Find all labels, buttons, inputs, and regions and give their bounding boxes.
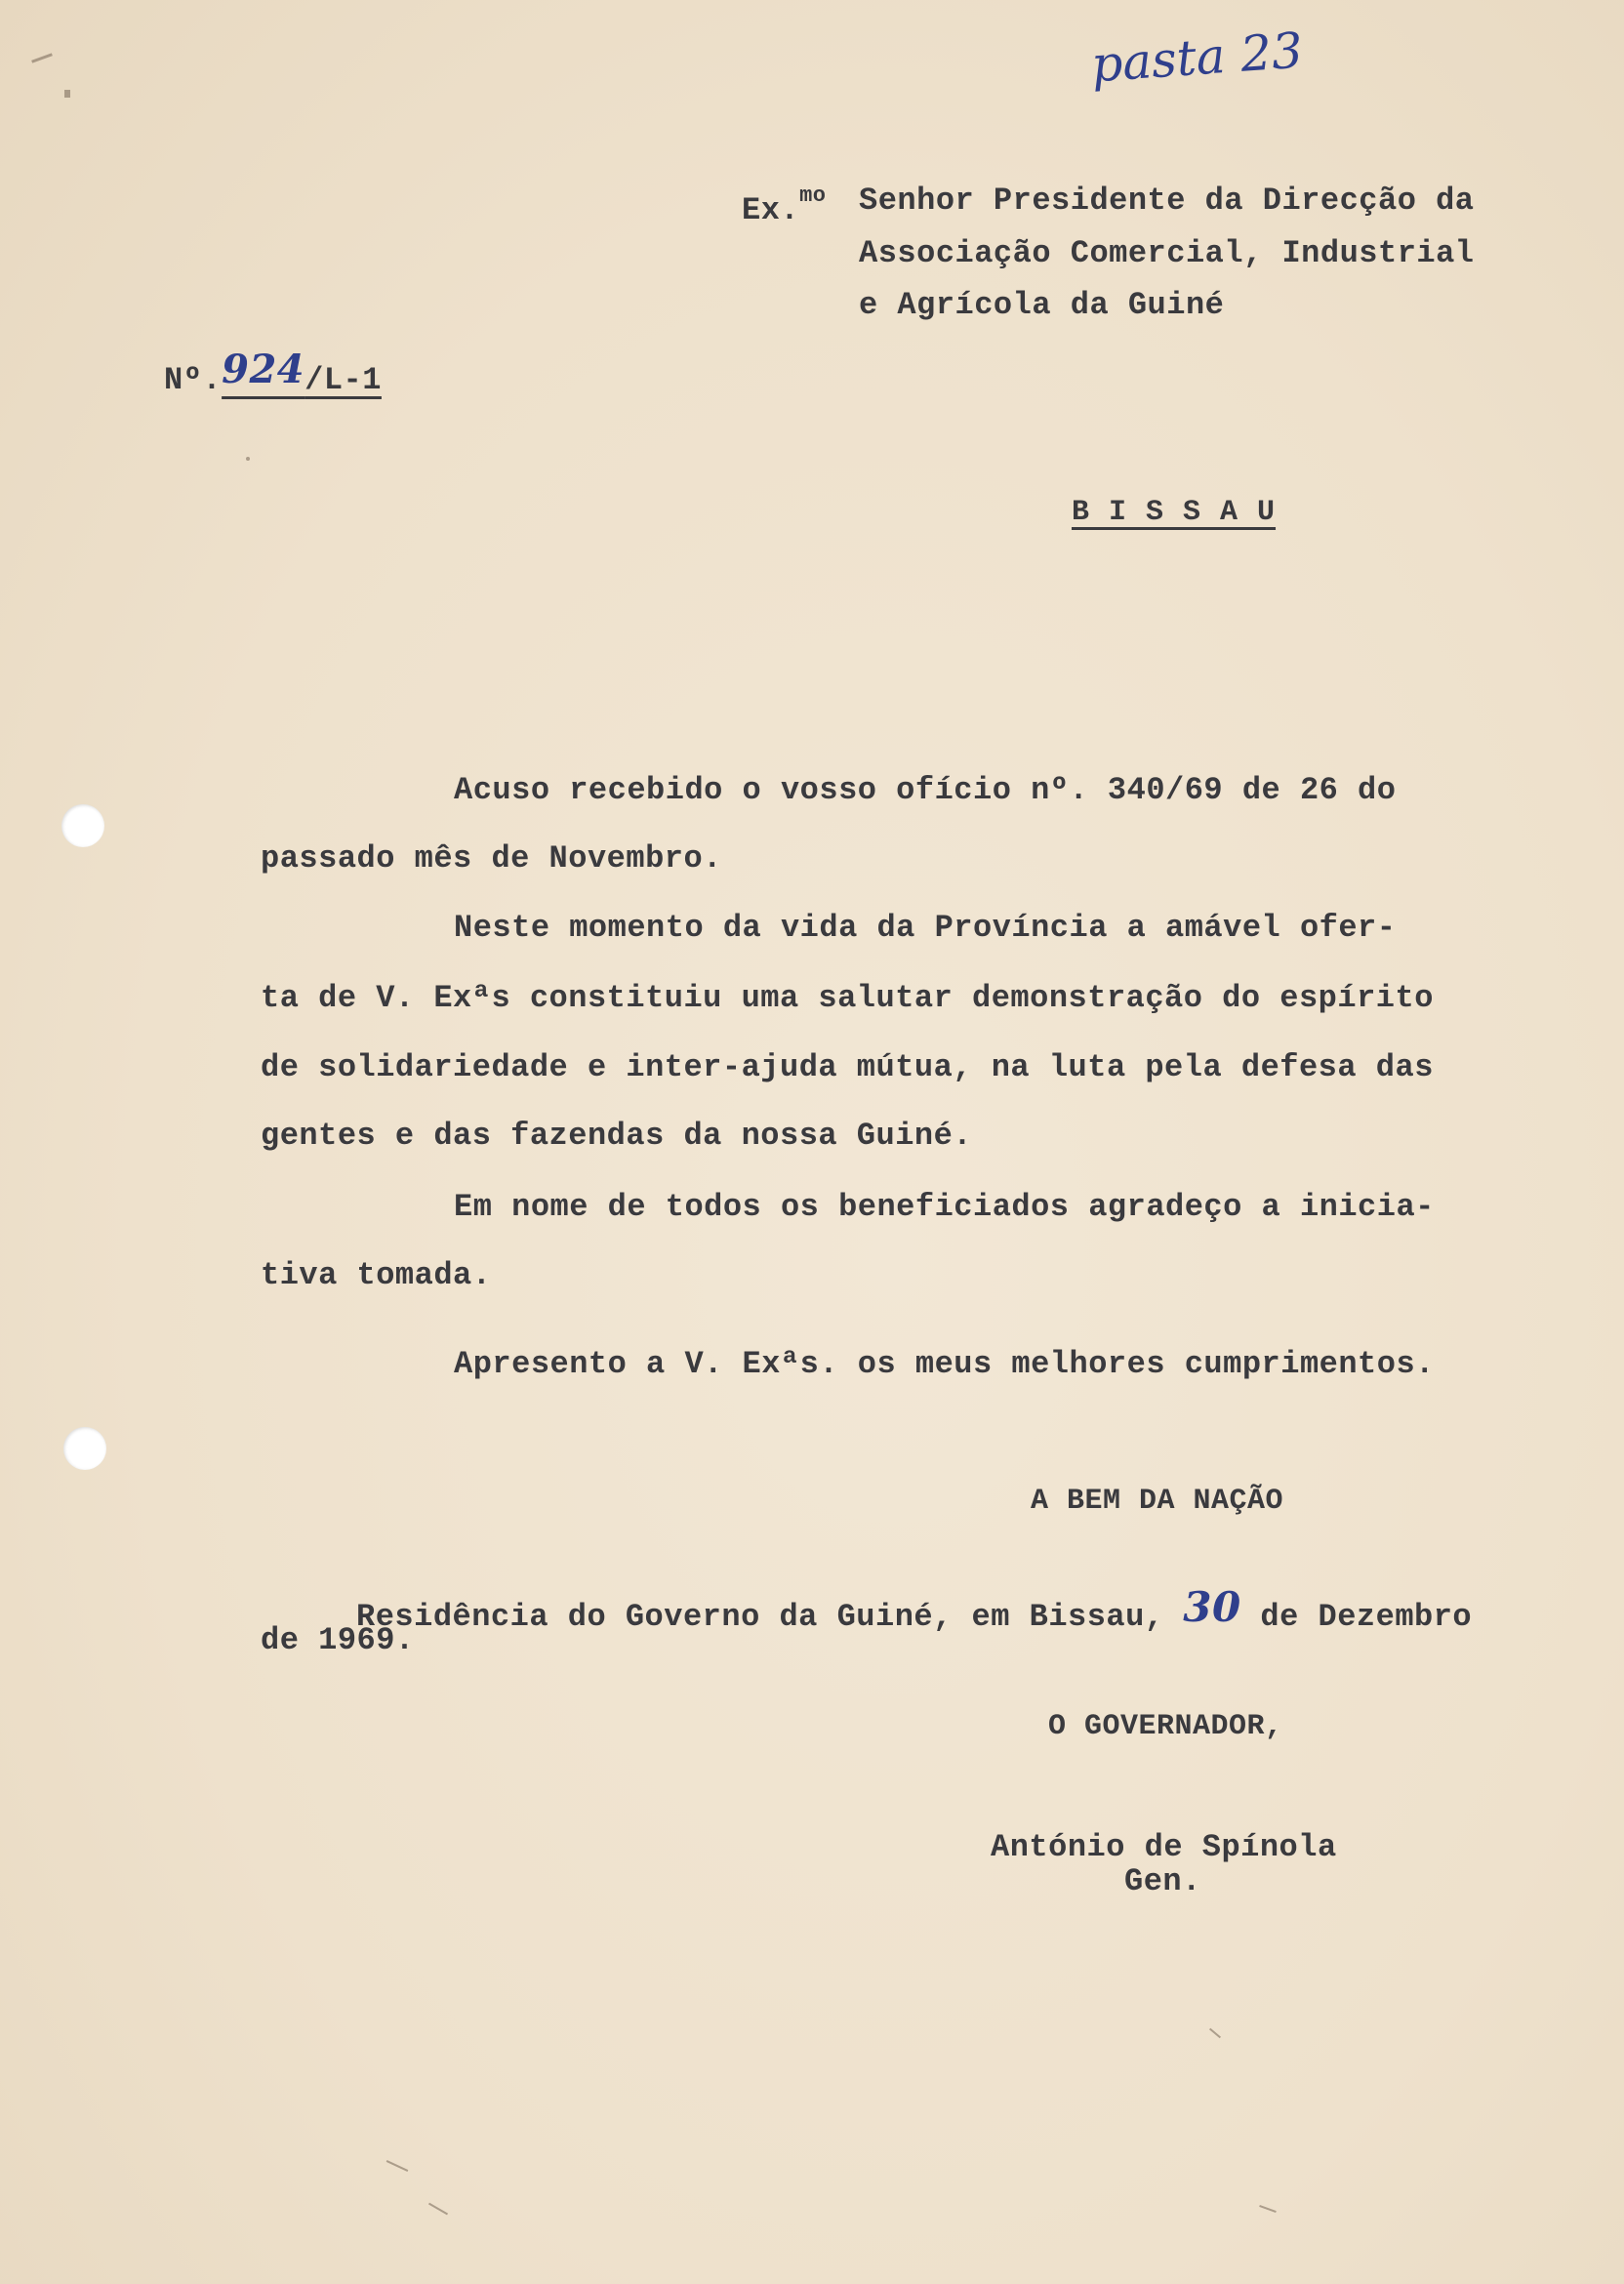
reference-number <box>164 347 382 398</box>
paper-speck <box>1259 2205 1277 2213</box>
body-paragraph-2-line-3: de solidariedade e inter-ajuda mútua, na luta pela defesa das <box>261 1049 1434 1085</box>
honorific-superscript: mo <box>799 184 827 208</box>
reference-underlined <box>222 347 382 398</box>
paper-speck <box>246 457 250 461</box>
archive-note: pasta 23 <box>1089 21 1305 94</box>
paper-speck <box>1209 2028 1221 2039</box>
body-paragraph-2-line-2: ta de V. Exªs constituiu uma salutar demonstração do espírito <box>261 980 1434 1016</box>
city-heading: B I S S A U <box>1072 496 1277 529</box>
addressee-line-3: e Agrícola da Guiné <box>859 287 1225 323</box>
body-paragraph-1-line-1: Acuso recebido o vosso ofício nº. 340/69 de 26 do <box>454 772 1397 808</box>
signature-title: O GOVERNADOR, <box>1048 1710 1283 1743</box>
addressee-honorific <box>742 185 827 226</box>
reference-suffix: /L-1 <box>304 362 382 398</box>
body-paragraph-3-line-2: tiva tomada. <box>261 1257 492 1293</box>
corner-mark <box>31 53 53 62</box>
punch-hole-bottom <box>63 1427 106 1470</box>
paper-speck <box>386 2160 409 2172</box>
date-suffix: de Dezembro <box>1260 1599 1473 1635</box>
body-paragraph-1-line-2: passado mês de Novembro. <box>261 840 722 877</box>
body-paragraph-4-line-1: Apresento a V. Exªs. os meus melhores cumprimentos. <box>454 1346 1435 1382</box>
addressee-line-2: Associação Comercial, Industrial <box>859 235 1475 271</box>
reference-handwritten-number: 924 <box>222 347 305 392</box>
body-paragraph-2-line-1: Neste momento da vida da Província a amável ofer- <box>454 910 1397 946</box>
date-year: de 1969. <box>261 1622 415 1658</box>
reference-prefix: Nº. <box>164 362 223 398</box>
corner-mark-2 <box>64 90 70 98</box>
signature-name: António de Spínola <box>991 1829 1337 1865</box>
paper-speck <box>428 2203 448 2216</box>
date-prefix: Residência do Governo da Guiné, em Bissau, <box>356 1599 1164 1635</box>
addressee-line-1: Senhor Presidente da Direcção da <box>859 183 1475 219</box>
honorific-text: Ex. <box>742 192 800 228</box>
body-paragraph-3-line-1: Em nome de todos os beneficiados agradeço a inicia- <box>454 1189 1435 1225</box>
punch-hole-top <box>61 804 104 847</box>
date-line <box>356 1583 1473 1635</box>
body-paragraph-2-line-4: gentes e das fazendas da nossa Guiné. <box>261 1118 973 1154</box>
closing-motto: A BEM DA NAÇÃO <box>1031 1485 1284 1518</box>
signature-rank: Gen. <box>1124 1863 1201 1899</box>
date-day-handwritten: 30 <box>1183 1583 1241 1631</box>
